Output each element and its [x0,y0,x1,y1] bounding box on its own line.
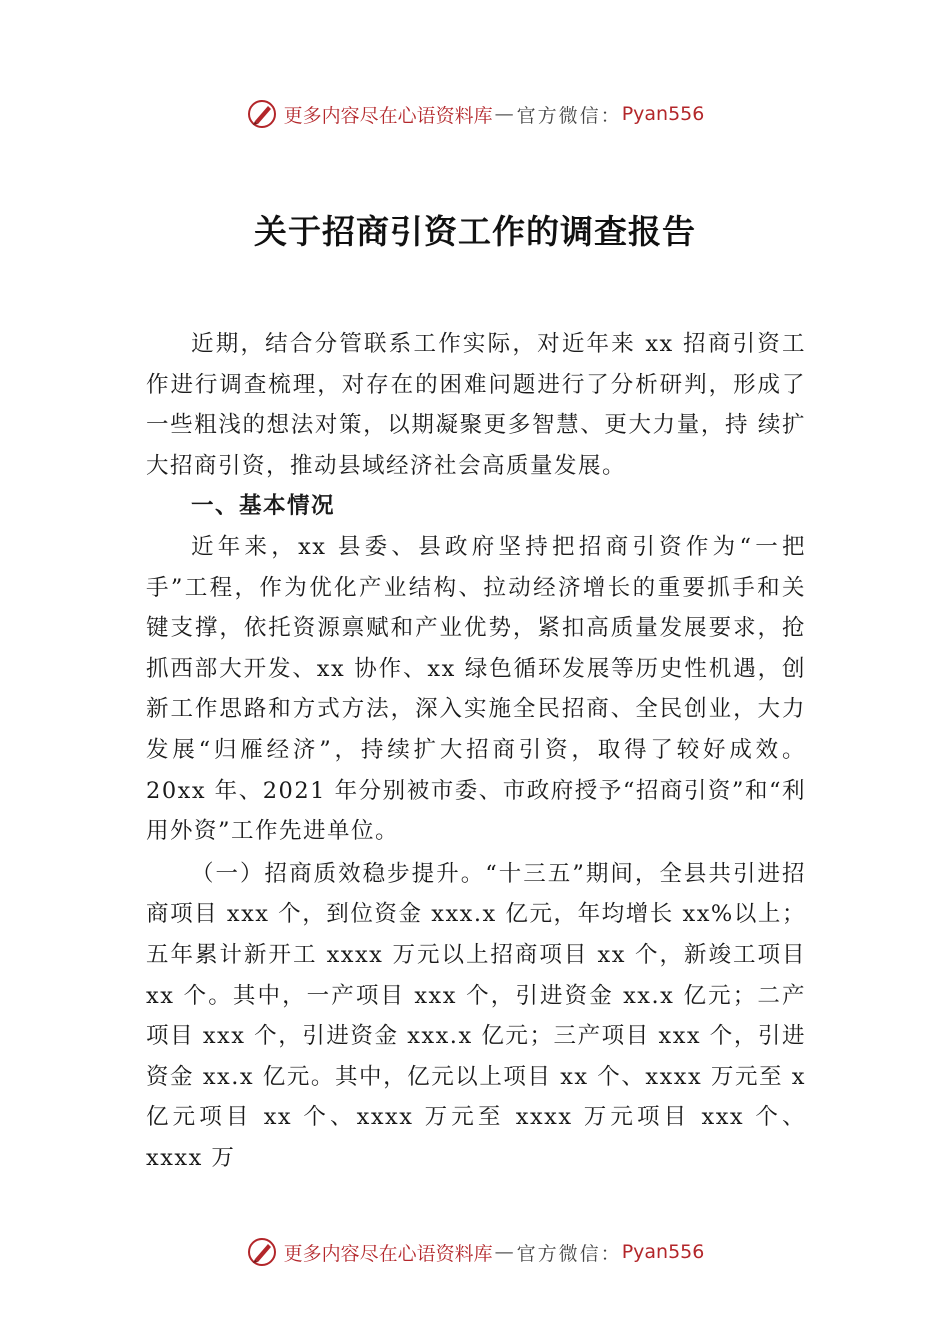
watermark-separator: — [494,103,515,125]
watermark-account-label: 官方微信： [516,104,622,127]
section-heading-basic-situation: 一、基本情况 [191,493,336,520]
document-body [146,324,806,1178]
watermark-separator: — [494,1241,515,1263]
watermark-account-label: 官方微信： [516,1242,622,1265]
pen-logo-icon [246,98,278,130]
intro-paragraph: 近期，结合分管联系工作实际，对近年来 xx 招商引资工作进行调查梳理，对存在的困难问题进行了分析研判，形成了一些粗浅的想法对策，以期凝聚更多智慧、更大力量，持 续扩大招商引资，推动县域经济社会高质量发展。 [146,331,806,479]
section1-paragraph: 近年来，xx 县委、县政府坚持把招商引资作为“一把手”工程，作为优化产业结构、拉动经济增长的重要抓手和关键支撑，依托资源禀赋和产业优势，紧扣高质量发展要求，抢抓西部大开发、xx 协作、xx 绿色循环发展等历史性机遇，创新工作思路和方式方法，深入实施全民招商、全民创业，大力发展“归雁经济”，持续扩大招商引资，取得了较好成效。20xx 年、2021 年分别被市委、市政府授予“招商引资”和“利用外资”工作先进单位。 [146,533,806,845]
watermark-footer [0,1232,950,1272]
subsection1-paragraph: （一）招商质效稳步提升。“十三五”期间，全县共引进招商项目 xxx 个，到位资金 xxx.x 亿元，年均增长 xx%以上； 五年累计新开工 xxxx 万元以上招商项目 xx 个，新竣工项目 xx 个。其中，一产项目 xxx 个，引进资金 xx.x 亿元；二产项目 xxx 个，引进资金 xxx.x 亿元；三产项目 xxx 个，引进资金 xx.x 亿元。其中，亿元以上项目 xx 个、xxxx 万元至 x 亿元项目 xx 个、xxxx 万元至 xxxx 万元项目 xxx 个、xxxx 万 [146,860,806,1171]
document-title: 关于招商引资工作的调查报告 [254,212,696,251]
watermark-account-id: Pyan556 [621,1241,705,1263]
pen-logo-icon [246,1236,278,1268]
watermark-site-name: 更多内容尽在心语资料库 [283,1242,493,1265]
watermark-header [0,94,950,134]
watermark-account-id: Pyan556 [621,103,705,125]
watermark-site-name: 更多内容尽在心语资料库 [283,104,493,127]
